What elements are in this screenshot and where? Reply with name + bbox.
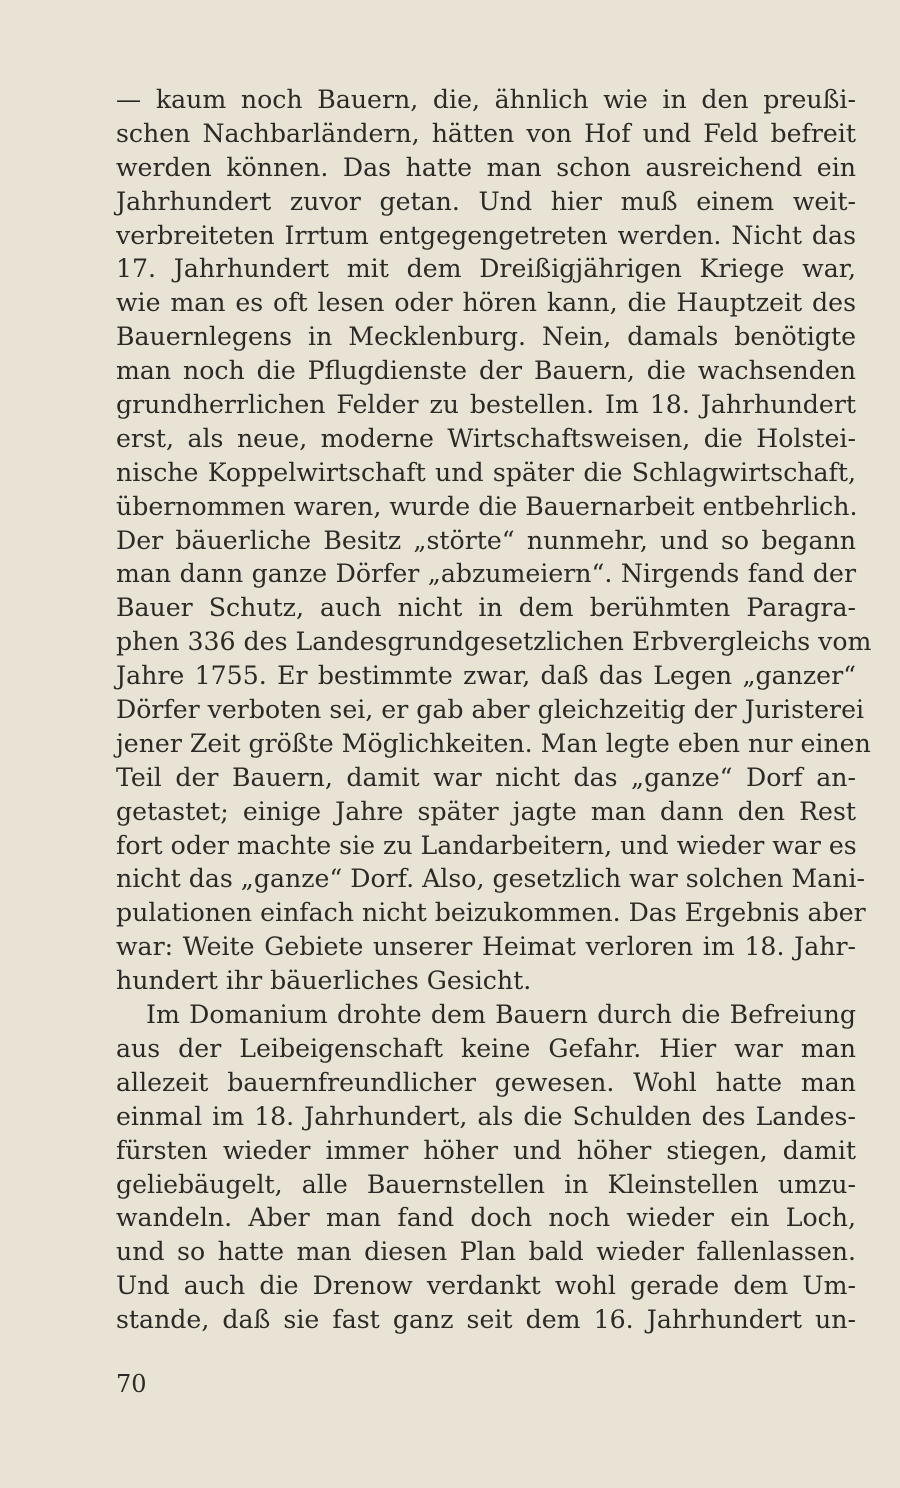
paragraph-2 — [116, 998, 856, 1337]
body-text — [116, 83, 872, 1337]
text-line: stande, daß sie fast ganz seit dem 16. Jahrhundert un- — [116, 1305, 856, 1335]
text-line: übernommen waren, wurde die Bauernarbeit entbehrlich. — [116, 491, 858, 521]
text-line: einmal im 18. Jahrhundert, als die Schulden des Landes- — [116, 1101, 856, 1131]
text-line: grundherrlichen Felder zu bestellen. Im 18. Jahrhundert — [116, 390, 856, 420]
text-line: werden können. Das hatte man schon ausreichend ein — [116, 152, 856, 182]
text-line: geliebäugelt, alle Bauernstellen in Kleinstellen umzu- — [116, 1169, 856, 1199]
text-line: Bauernlegens in Mecklenburg. Nein, damals benötigte — [116, 322, 856, 352]
text-line: jener Zeit größte Möglichkeiten. Man legte eben nur einen — [116, 728, 871, 758]
text-line: nische Koppelwirtschaft und später die Schlagwirtschaft, — [116, 457, 856, 487]
text-line: getastet; einige Jahre später jagte man dann den Rest — [116, 796, 856, 826]
text-line: und so hatte man diesen Plan bald wieder fallenlassen. — [116, 1237, 856, 1267]
text-line: Jahrhundert zuvor getan. Und hier muß einem weit- — [116, 186, 856, 216]
text-line: aus der Leibeigenschaft keine Gefahr. Hier war man — [116, 1033, 856, 1063]
text-line: fürsten wieder immer höher und höher stiegen, damit — [116, 1135, 856, 1165]
text-line: nicht das „ganze“ Dorf. Also, gesetzlich war solchen Mani- — [116, 864, 865, 894]
paragraph-1 — [116, 83, 872, 998]
text-line: — kaum noch Bauern, die, ähnlich wie in den preußi- — [116, 85, 856, 114]
text-line: Teil der Bauern, damit war nicht das „ganze“ Dorf an- — [116, 762, 856, 792]
text-line: Dörfer verboten sei, er gab aber gleichzeitig der Juristerei — [116, 695, 865, 725]
text-line: 17. Jahrhundert mit dem Dreißigjährigen Kriege war, — [116, 254, 856, 284]
text-line: Im Domanium drohte dem Bauern durch die Befreiung — [146, 1000, 856, 1030]
text-line: wandeln. Aber man fand doch noch wieder ein Loch, — [116, 1203, 856, 1233]
page-number: 70 — [116, 1370, 147, 1398]
text-line: man dann ganze Dörfer „abzumeiern“. Nirgends fand der — [116, 559, 856, 589]
text-line: pulationen einfach nicht beizukommen. Das Ergebnis aber — [116, 898, 866, 928]
text-line: wie man es oft lesen oder hören kann, die Hauptzeit des — [116, 288, 856, 318]
text-line: Der bäuerliche Besitz „störte“ nunmehr, und so begann — [116, 525, 856, 555]
text-line: Bauer Schutz, auch nicht in dem berühmten Paragra- — [116, 593, 856, 623]
text-line: schen Nachbarländern, hätten von Hof und Feld befreit — [116, 118, 856, 148]
text-line: verbreiteten Irrtum entgegengetreten werden. Nicht das — [116, 220, 856, 250]
text-line: man noch die Pflugdienste der Bauern, die wachsenden — [116, 356, 856, 386]
text-line: allezeit bauernfreundlicher gewesen. Wohl hatte man — [116, 1067, 856, 1097]
text-line: Jahre 1755. Er bestimmte zwar, daß das Legen „ganzer“ — [116, 661, 856, 691]
text-line: Und auch die Drenow verdankt wohl gerade dem Um- — [116, 1271, 856, 1301]
text-line: erst, als neue, moderne Wirtschaftsweisen, die Holstei- — [116, 423, 856, 453]
text-line: fort oder machte sie zu Landarbeitern, und wieder war es — [116, 830, 857, 860]
text-line: hundert ihr bäuerliches Gesicht. — [116, 966, 532, 996]
text-line: war: Weite Gebiete unserer Heimat verloren im 18. Jahr- — [116, 932, 856, 962]
text-line: phen 336 des Landesgrundgesetzlichen Erbvergleichs vom — [116, 627, 872, 657]
